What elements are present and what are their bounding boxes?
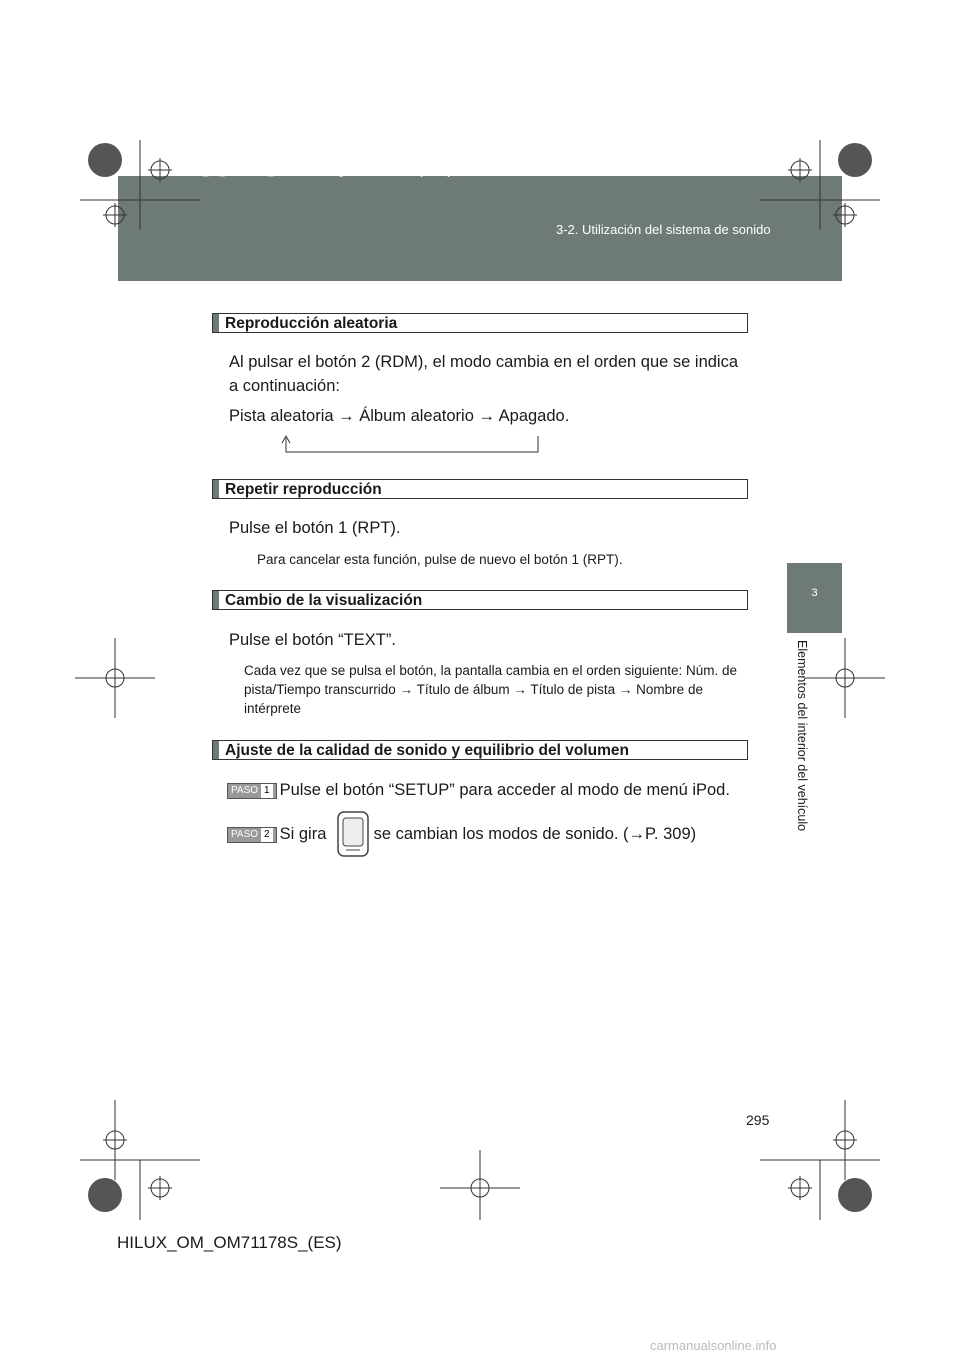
display-note: Cada vez que se pulsa el botón, la pantalla cambia en el orden siguiente: Núm. de pista/Tiempo transcurrido → Título de álbum → Título de pista → Nombre de intérprete — [244, 663, 738, 716]
heading-display-change: Cambio de la visualización — [212, 590, 748, 610]
step-2-text-b: se cambian los modos de sonido. (→P. 309) — [373, 825, 697, 843]
step-1-text: Pulse el botón “SETUP” para acceder al modo de menú iPod. — [279, 781, 730, 799]
file-stamp: HILUX_OM_OM71178S_(ES).book Page 295 Wednesday, May 16, 2012 3:09 PM — [176, 168, 545, 178]
repeat-text: Pulse el botón 1 (RPT). — [229, 519, 401, 537]
random-text: Al pulsar el botón 2 (RDM), el modo cambia en el orden que se indica a continuación: — [229, 353, 739, 395]
model-code: HILUX_OM_OM71178S_(ES) — [117, 1233, 342, 1252]
heading-repeat-playback: Repetir reproducción — [212, 479, 748, 499]
step-2-text-a: Si gira — [279, 825, 327, 843]
page-number: 295 — [746, 1112, 770, 1128]
display-text: Pulse el botón “TEXT”. — [229, 631, 396, 649]
chapter-title: Elementos del interior del vehículo — [795, 640, 809, 832]
step-2-badge: PASO 2 — [227, 827, 277, 843]
random-sequence: Pista aleatoria → Álbum aleatorio → Apagado. — [229, 407, 570, 425]
step-1-badge: PASO 1 — [227, 783, 277, 799]
repeat-note: Para cancelar esta función, pulse de nuevo el botón 1 (RPT). — [257, 552, 623, 567]
watermark: carmanualsonline.info — [650, 1338, 777, 1353]
section-title: 3-2. Utilización del sistema de sonido — [556, 222, 771, 237]
chapter-number: 3 — [811, 587, 818, 599]
heading-sound-quality: Ajuste de la calidad de sonido y equilibrio del volumen — [212, 740, 748, 760]
heading-random-playback: Reproducción aleatoria — [212, 313, 748, 333]
